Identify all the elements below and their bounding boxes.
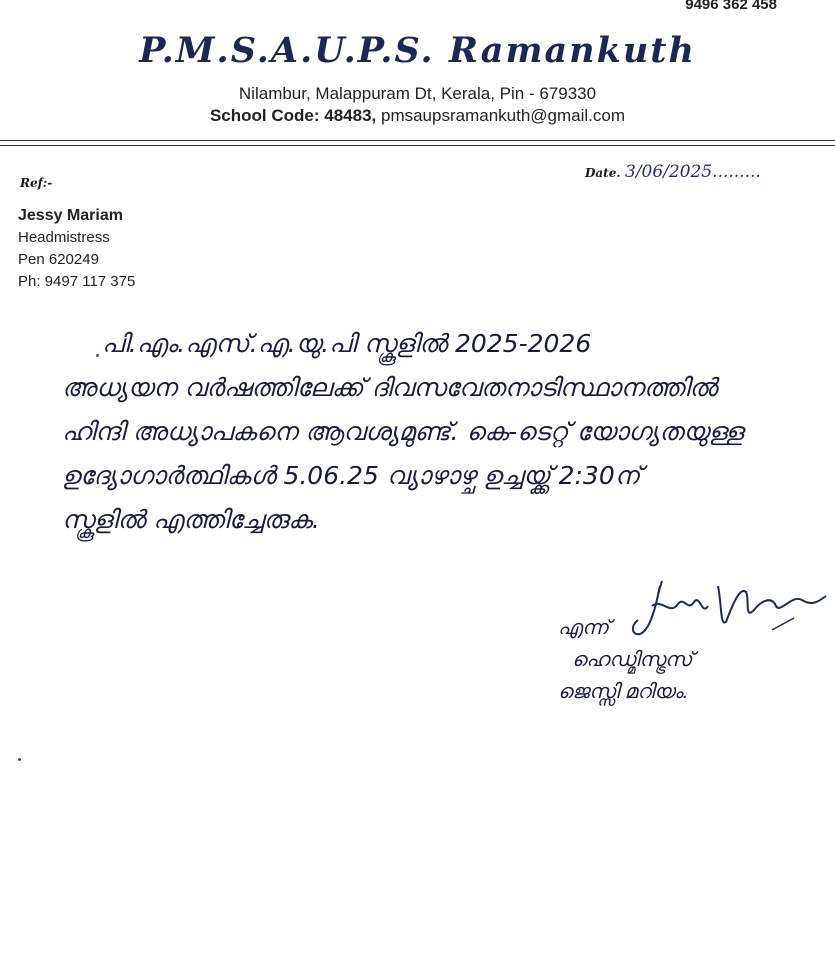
sender-designation: Headmistress [18,229,110,246]
sender-phone: Ph: 9497 117 375 [18,273,136,290]
body-line: സ്കൂളിൽ എത്തിച്ചേരുക. [62,505,320,534]
school-code: School Code: 48483, [209,106,377,125]
body-line: പി.എം.എസ്.എ.യു.പി സ്കൂളിൽ 2025-2026 [102,329,592,358]
date-field [585,162,761,182]
body-line: അധ്യയന വർഷത്തിലേക്ക് ദിവസവേതനാടിസ്ഥാനത്തിൽ [62,373,718,402]
school-address: Nilambur, Malappuram Dt, Kerala, Pin - 679330 [238,84,597,103]
closing-title: ഹെഡ്മിസ്ട്രസ് [572,649,693,671]
sender-name: Jessy Mariam [18,207,123,224]
body-line: ഹിന്ദി അധ്യാപകനെ ആവശ്യമുണ്ട്. കെ-ടെറ്റ് യോഗ്യതയുള്ള [62,417,744,446]
sender-pen: Pen 620249 [18,251,99,268]
header-divider-bottom [0,145,835,146]
school-name-title: P.M.S.A.U.P.S. Ramankuth [139,30,696,71]
date-value: 3/06/2025......... [625,162,761,182]
scan-speck [96,354,99,357]
header-divider-top [0,140,835,141]
school-email: pmsaupsramankuth@gmail.com [380,106,626,125]
scan-speck [18,758,21,761]
sender-block [18,205,135,293]
letter-body [62,322,782,542]
body-line: ഉദ്യോഗാർത്ഥികൾ 5.06.25 വ്യാഴാഴ്ച ഉച്ചയ്ക്ക് 2:30ന് [62,461,641,490]
ref-label: Ref:- [20,176,53,190]
closing-block [558,612,692,708]
header-phone-number: 9496 362 458 [685,0,777,13]
closing-name: ജെസ്സി മറിയം. [558,681,689,703]
date-label: Date. [585,166,621,180]
closing-regards: എന്ന് [558,617,610,639]
school-code-line [0,106,835,126]
